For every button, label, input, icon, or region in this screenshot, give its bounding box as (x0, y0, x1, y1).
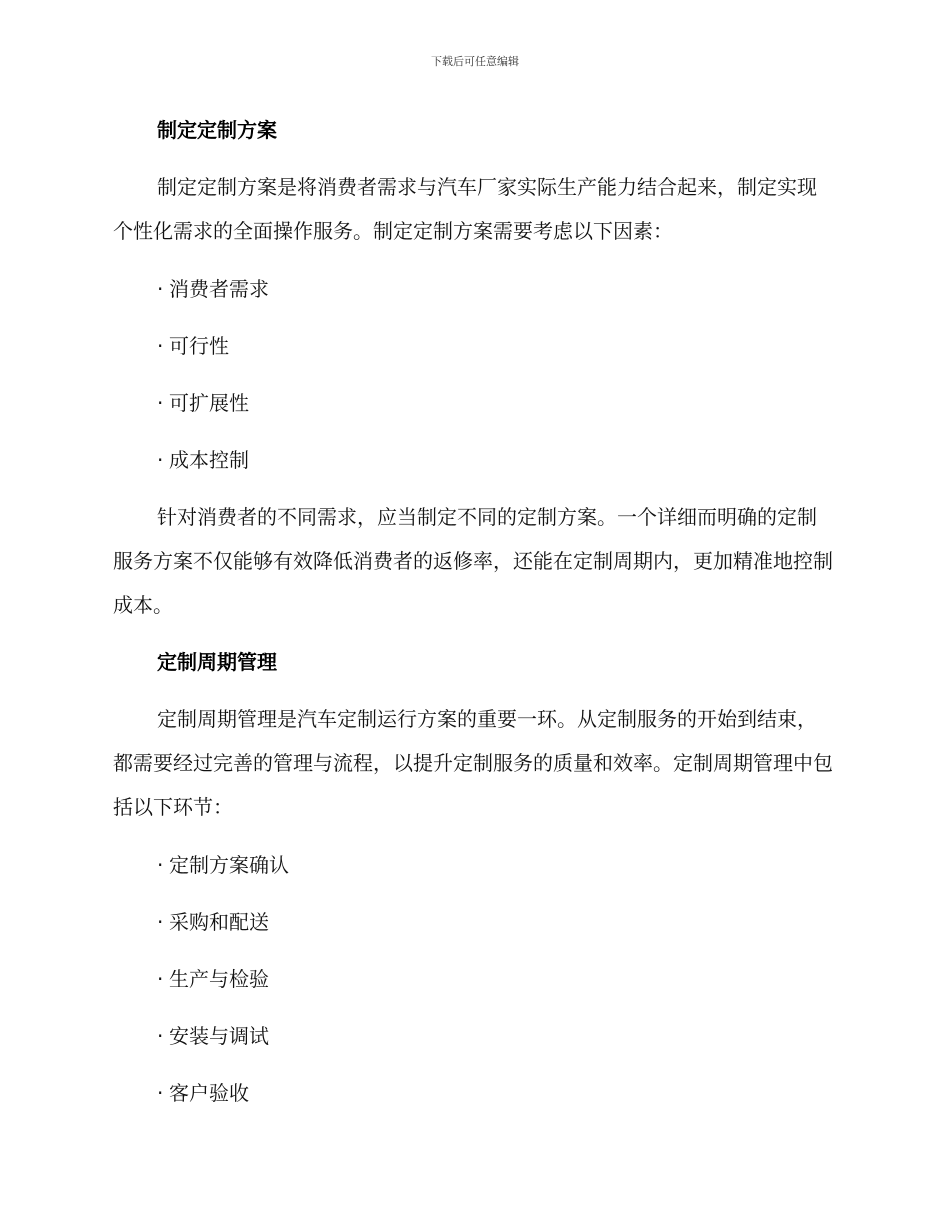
bullet-item (113, 900, 833, 944)
section-heading: 定制周期管理 (157, 650, 277, 674)
bullet-dot-icon: · (157, 448, 164, 472)
bullet-item (113, 1071, 833, 1115)
bullet-text: 客户验收 (169, 1081, 249, 1105)
bullet-text: 安装与调试 (169, 1024, 269, 1048)
bullet-text: 定制方案确认 (169, 853, 289, 877)
bullet-text: 可扩展性 (169, 391, 249, 415)
bullet-text: 生产与检验 (169, 967, 269, 991)
bullet-item (113, 438, 833, 482)
bullet-item (113, 324, 833, 368)
section-heading: 制定定制方案 (157, 118, 277, 142)
bullet-item (113, 843, 833, 887)
bullet-dot-icon: · (157, 391, 164, 415)
bullet-dot-icon: · (157, 1081, 164, 1105)
bullet-text: 可行性 (169, 334, 229, 358)
bullet-text: 成本控制 (169, 448, 249, 472)
header-note: 下载后可任意编辑 (431, 55, 519, 68)
section-closing-paragraph: 针对消费者的不同需求，应当制定不同的定制方案。一个详细而明确的定制服务方案不仅能够有效降低消费者的返修率，还能在定制周期内，更加精准地控制成本。 (113, 505, 833, 617)
section-intro-paragraph: 定制周期管理是汽车定制运行方案的重要一环。从定制服务的开始到结束，都需要经过完善的管理与流程，以提升定制服务的质量和效率。定制周期管理中包括以下环节： (113, 707, 833, 819)
bullet-dot-icon: · (157, 277, 164, 301)
bullet-item (113, 267, 833, 311)
bullet-dot-icon: · (157, 1024, 164, 1048)
bullet-item (113, 957, 833, 1001)
bullet-item (113, 381, 833, 425)
section-intro-paragraph: 制定定制方案是将消费者需求与汽车厂家实际生产能力结合起来，制定实现个性化需求的全面操作服务。制定定制方案需要考虑以下因素： (113, 175, 817, 243)
bullet-dot-icon: · (157, 910, 164, 934)
bullet-text: 采购和配送 (169, 910, 269, 934)
document-body (113, 108, 833, 1115)
bullet-item (113, 1014, 833, 1058)
bullet-dot-icon: · (157, 334, 164, 358)
bullet-dot-icon: · (157, 967, 164, 991)
bullet-text: 消费者需求 (169, 277, 269, 301)
bullet-dot-icon: · (157, 853, 164, 877)
